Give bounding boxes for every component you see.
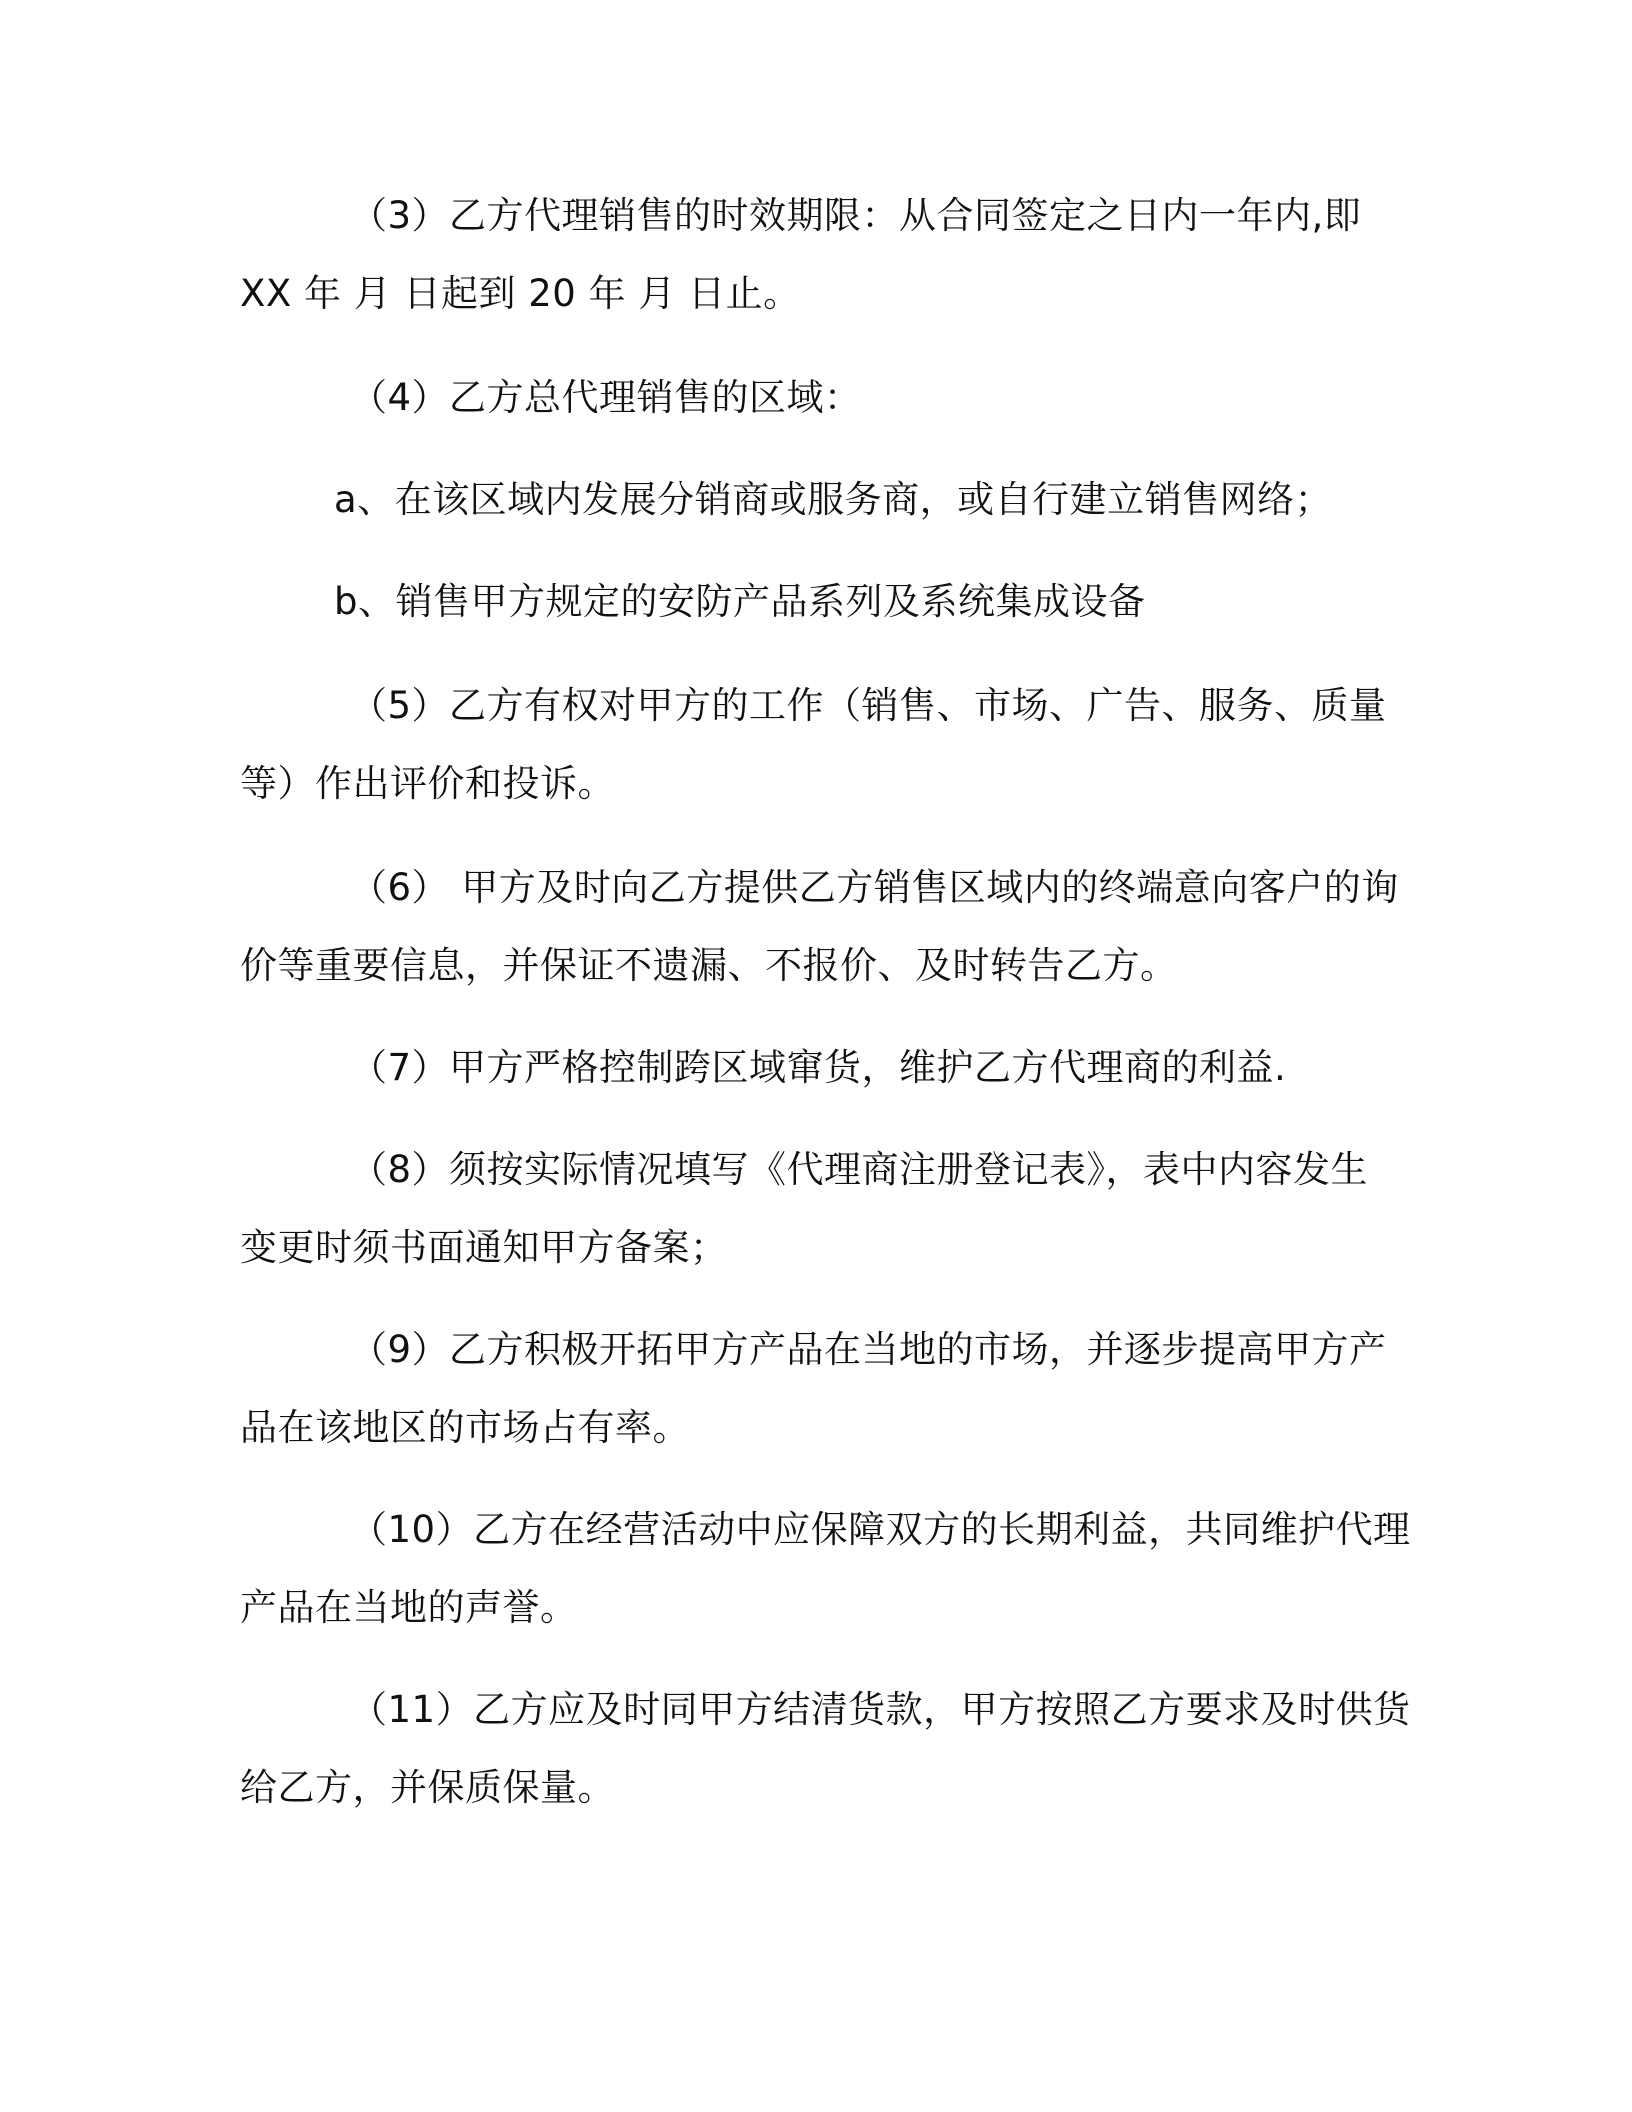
clause-9-line-1: （9）乙方积极开拓甲方产品在当地的市场，并逐步提高甲方产 [350,1328,1387,1371]
clause-5-line-1: （5）乙方有权对甲方的工作（销售、市场、广告、服务、质量 [350,684,1387,727]
clause-11-line-2: 给乙方，并保质保量。 [240,1766,615,1809]
clause-10-line-2: 产品在当地的声誉。 [240,1586,578,1629]
clause-7-line-1: （7）甲方严格控制跨区域窜货，维护乙方代理商的利益. [350,1046,1287,1089]
clause-5-line-2: 等）作出评价和投诉。 [240,762,615,805]
clause-4b-line: b、销售甲方规定的安防产品系列及系统集成设备 [334,580,1146,623]
clause-11-line-1: （11）乙方应及时同甲方结清货款，甲方按照乙方要求及时供货 [350,1688,1411,1731]
clause-3-line-2: XX 年 月 日起到 20 年 月 日止。 [240,272,801,315]
clause-3-line-1: （3）乙方代理销售的时效期限：从合同签定之日内一年内,即 [350,194,1362,237]
clause-10-line-1: （10）乙方在经营活动中应保障双方的长期利益，共同维护代理 [350,1508,1411,1551]
clause-4a-line: a、在该区域内发展分销商或服务商，或自行建立销售网络； [334,478,1333,521]
clause-6-line-2: 价等重要信息，并保证不遗漏、不报价、及时转告乙方。 [240,944,1178,987]
clause-4-line-1: （4）乙方总代理销售的区域： [350,376,862,419]
clause-8-line-2: 变更时须书面通知甲方备案； [240,1226,728,1269]
clause-9-line-2: 品在该地区的市场占有率。 [240,1406,690,1449]
clause-6-line-1: （6） 甲方及时向乙方提供乙方销售区域内的终端意向客户的询 [350,866,1399,909]
clause-8-line-1: （8）须按实际情况填写《代理商注册登记表》，表中内容发生 [350,1148,1369,1191]
